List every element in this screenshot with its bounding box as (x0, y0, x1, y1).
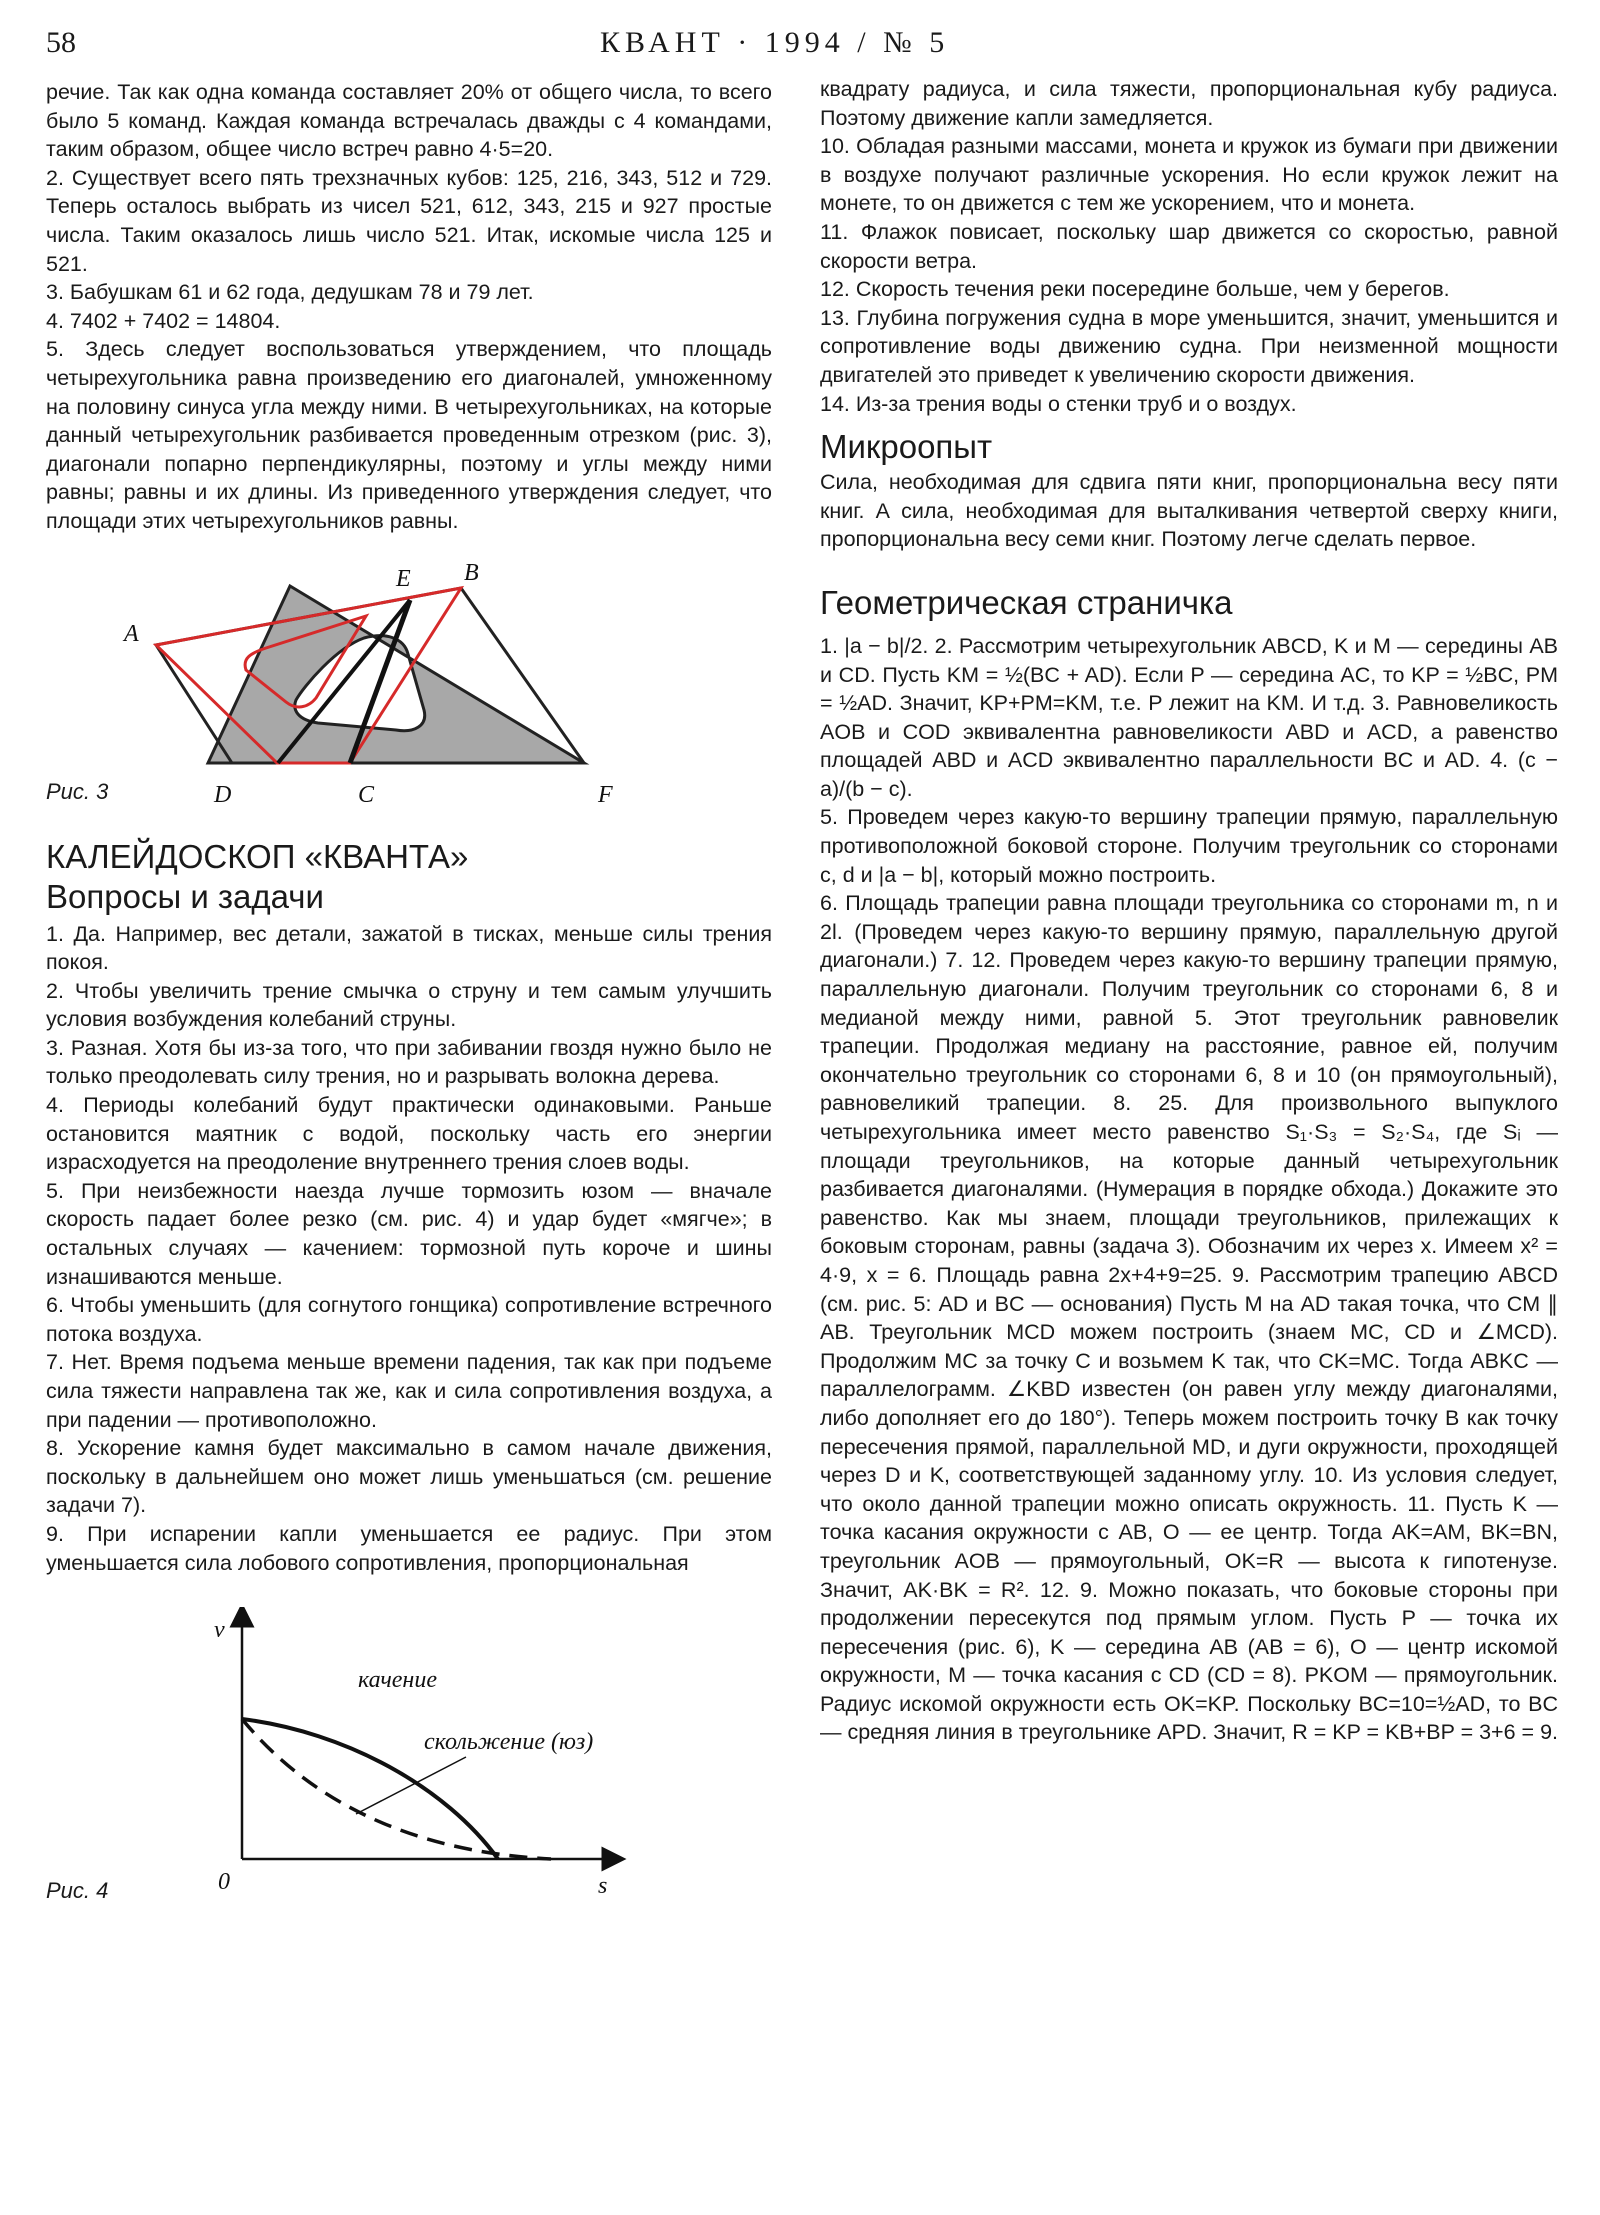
paragraph: 2. Существует всего пять трехзначных кубов: 125, 216, 343, 512 и 729. Теперь осталось выбрать из чисел 521, 612, 343, 215 и 927 простые числа. Таким оказалось лишь число 521. Итак, искомые числа 125 и 521. (46, 165, 772, 276)
answer-item: 9. При испарении капли уменьшается ее радиус. При этом уменьшается сила лобового сопротивления, пропорциональная (46, 1521, 772, 1575)
origin-label: 0 (218, 1869, 230, 1896)
paragraph: 5. Здесь следует воспользоваться утверждением, что площадь четырехугольника равна произведению его диагоналей, умноженному на половину синуса угла между ними. В четырехугольниках, на которые данный четырехугольник разбивается проведенным отрезком (рис. 3), диагонали попарно перпендикулярны, поэтому и углы между ними равны; равны и их длины. Из приведенного утверждения следует, что площади этих четырехугольников равны. (46, 337, 772, 533)
answer-item: 14. Из-за трения воды о стенки труб и о воздух. (820, 391, 1297, 416)
figure-3-diagram (46, 558, 772, 820)
geometry-title: Геометрическая страничка (820, 583, 1233, 621)
answer-item: 10. Обладая разными массами, монета и кружок из бумаги при движении в воздухе получают различные ускорения. Но если кружок лежит на монете, то он движется с тем же ускорением, что и монета. (820, 134, 1558, 216)
s-label: s (598, 1873, 608, 1900)
paragraph: 1. |a − b|/2. 2. Рассмотрим четырехугольник ABCD, K и M — середины AB и CD. Пусть KM = ½(BC + AD). Если P — середина AC, то KP = ½BC, PM = ½AD. Значит, KP+PM=KM, т.е. P лежит на KM. И т.д. 3. Равновеликость AOB и COD эквивалентна равновеликости ABD и ACD, а равенство площадей ABD и ACD эквивалентно параллельности BC и AD. 4. (c − a)/(b − c). (820, 633, 1558, 801)
paragraph: 5. Проведем через какую-то вершину трапеции прямую, параллельную противоположной боковой стороне. Получим треугольник со сторонами c, d и |a − b|, который можно построить. (820, 805, 1558, 887)
label-b: B (464, 559, 479, 586)
kaleidoscope-title: КАЛЕЙДОСКОП «КВАНТА» (46, 837, 469, 875)
figure-3-caption: Рис. 3 (46, 778, 109, 804)
answer-item: 13. Глубина погружения судна в море уменьшится, значит, уменьшится и сопротивление воды движению судна. При неизменной мощности двигателей это приведет к увеличению скорости движения. (820, 305, 1558, 387)
answer-item: 3. Разная. Хотя бы из-за того, что при забивании гвоздя нужно было не только преодолевать силу трения, но и разрывать волокна дерева. (46, 1035, 772, 1089)
v-label: v (214, 1617, 225, 1644)
answer-item: 12. Скорость течения реки посередине больше, чем у берегов. (820, 277, 1450, 302)
answer-item: 6. Чтобы уменьшить (для согнутого гонщика) сопротивление встречного потока воздуха. (46, 1293, 772, 1346)
micro-experiment-title: Микроопыт (820, 428, 993, 466)
paragraph: Сила, необходимая для сдвига пяти книг, пропорциональна весу пяти книг. А сила, необходимая для выталкивания четвертой сверху книги, пропорциональна весу семи книг. Поэтому легче сделать первое. (820, 470, 1558, 552)
left-column (46, 78, 772, 1913)
paragraph: 6. Площадь трапеции равна площади треугольника со сторонами m, n и 2l. (Проведем через какую-то вершину прямую, параллельную другой диагонали.) 7. 12. Проведем через какую-то вершину трапеции прямую, параллельную диагонали. Получим треугольник со сторонами 6, 8 и медианой между ними, равной 5. Этот треугольник равновелик трапеции. Продолжая медиану на расстояние, равное ей, получим окончательно треугольник со сторонами 6, 8 и 10 (он прямоугольный), равновеликий трапеции. 8. 25. Для произвольного выпуклого четырехугольника имеет место равенство S₁·S₃ = S₂·S₄, где Sᵢ — площади треугольников, на которые данный четырехугольник разбивается диагоналями. (Нумерация в порядке обхода.) Докажите это равенство. Как мы знаем, площади треугольников, прилежащих к боковым сторонам, равны (задача 3). Обозначим их через x. Имеем x² = 4·9, x = 6. Площадь равна 2x+4+9=25. 9. Рассмотрим трапецию ABCD (см. рис. 5: AD и BC — основания) Пусть M на AD такая точка, что CM ∥ AB. Треугольник MCD можем построить (знаем MC, CD и ∠MCD). Продолжим MC за точку C и возьмем K так, что CK=MC. Тогда ABKC — параллелограмм. ∠KBD известен (он равен углу между диагоналями, либо дополняет его до 180°). Теперь можем построить точку B как точку пересечения прямой, параллельной MD, и дуги окружности, проходящей через D и K, соответствующей заданному углу. 10. Из условия следует, что около данной трапеции можно описать окружность. 11. Пусть K — точка касания окружности с AB, O — ее центр. Тогда AK=AM, BK=BN, треугольник AOB — прямоугольный, OK=R — высота к гипотенузе. Значит, AK·BK = R². 12. 9. Можно показать, что боковые стороны при продолжении пересекутся под прямым углом. Пусть P — точка их пересечения (рис. 6), K — середина AB (AB = 6), O — центр искомой окружности, M — точка касания с CD (CD = 8). PKOM — прямоугольник. Радиус искомой окружности есть OK=KP. Поскольку BC=10=½AD, то BC — средняя линия в треугольнике APD. Значит, R = KP = KB+BP = 3+6 = 9. (820, 891, 1559, 1745)
paragraph: 4. 7402 + 7402 = 14804. (46, 308, 281, 333)
answer-item: 11. Флажок повисает, поскольку шар движется со скоростью, равной скорости ветра. (820, 219, 1558, 273)
page-number: 58 (46, 26, 76, 59)
figure-4 (46, 1607, 772, 1907)
answer-item: 4. Периоды колебаний будут практически одинаковыми. Раньше остановится маятник с водой, поскольку часть его энергии израсходуется на преодоление внутреннего трения слоев воды. (46, 1093, 772, 1175)
journal-header: КВАНТ · 1994 / № 5 (600, 26, 950, 59)
label-d: D (214, 781, 232, 808)
answer-item: 2. Чтобы увеличить трение смычка о струну и тем самым улучшить условия возбуждения колебаний струны. (46, 978, 772, 1032)
label-c: C (358, 781, 375, 808)
questions-subtitle: Вопросы и задачи (46, 877, 324, 915)
answer-item: 8. Ускорение камня будет максимально в самом начале движения, поскольку в дальнейшем оно может лишь уменьшаться (см. решение задачи 7). (46, 1436, 772, 1518)
paragraph: 3. Бабушкам 61 и 62 года, дедушкам 78 и 79 лет. (46, 280, 534, 305)
rolling-label: качение (358, 1667, 437, 1694)
label-e: E (396, 565, 411, 592)
figure-4-caption: Рис. 4 (46, 1878, 109, 1904)
answer-item: 5. При неизбежности наезда лучше тормозить юзом — вначале скорость падает более резко (см. рис. 4) и удар будет «мягче»; в остальных случаях — качением: тормозной путь короче и шины изнашиваются меньше. (46, 1178, 772, 1289)
label-f: F (598, 781, 613, 808)
label-a: A (124, 620, 139, 647)
figure-4-graph (46, 1607, 772, 1907)
right-column (820, 75, 1558, 1747)
answer-item: 7. Нет. Время подъема меньше времени падения, так как при подъеме сила тяжести направлена так же, как и сила сопротивления воздуха, а при падении — противоположно. (46, 1350, 772, 1432)
paragraph: квадрату радиуса, и сила тяжести, пропорциональная кубу радиуса. Поэтому движение капли замедляется. (820, 77, 1558, 130)
figure-3 (46, 558, 772, 820)
sliding-label: скольжение (юз) (424, 1729, 594, 1756)
paragraph: речие. Так как одна команда составляет 20% от общего числа, то всего было 5 команд. Каждая команда встречалась дважды с 4 командами, таким образом, общее число встреч равно 4·5=20. (46, 80, 772, 162)
gray-triangle (208, 586, 584, 763)
answer-item: 1. Да. Например, вес детали, зажатой в тисках, меньше силы трения покоя. (46, 921, 772, 975)
